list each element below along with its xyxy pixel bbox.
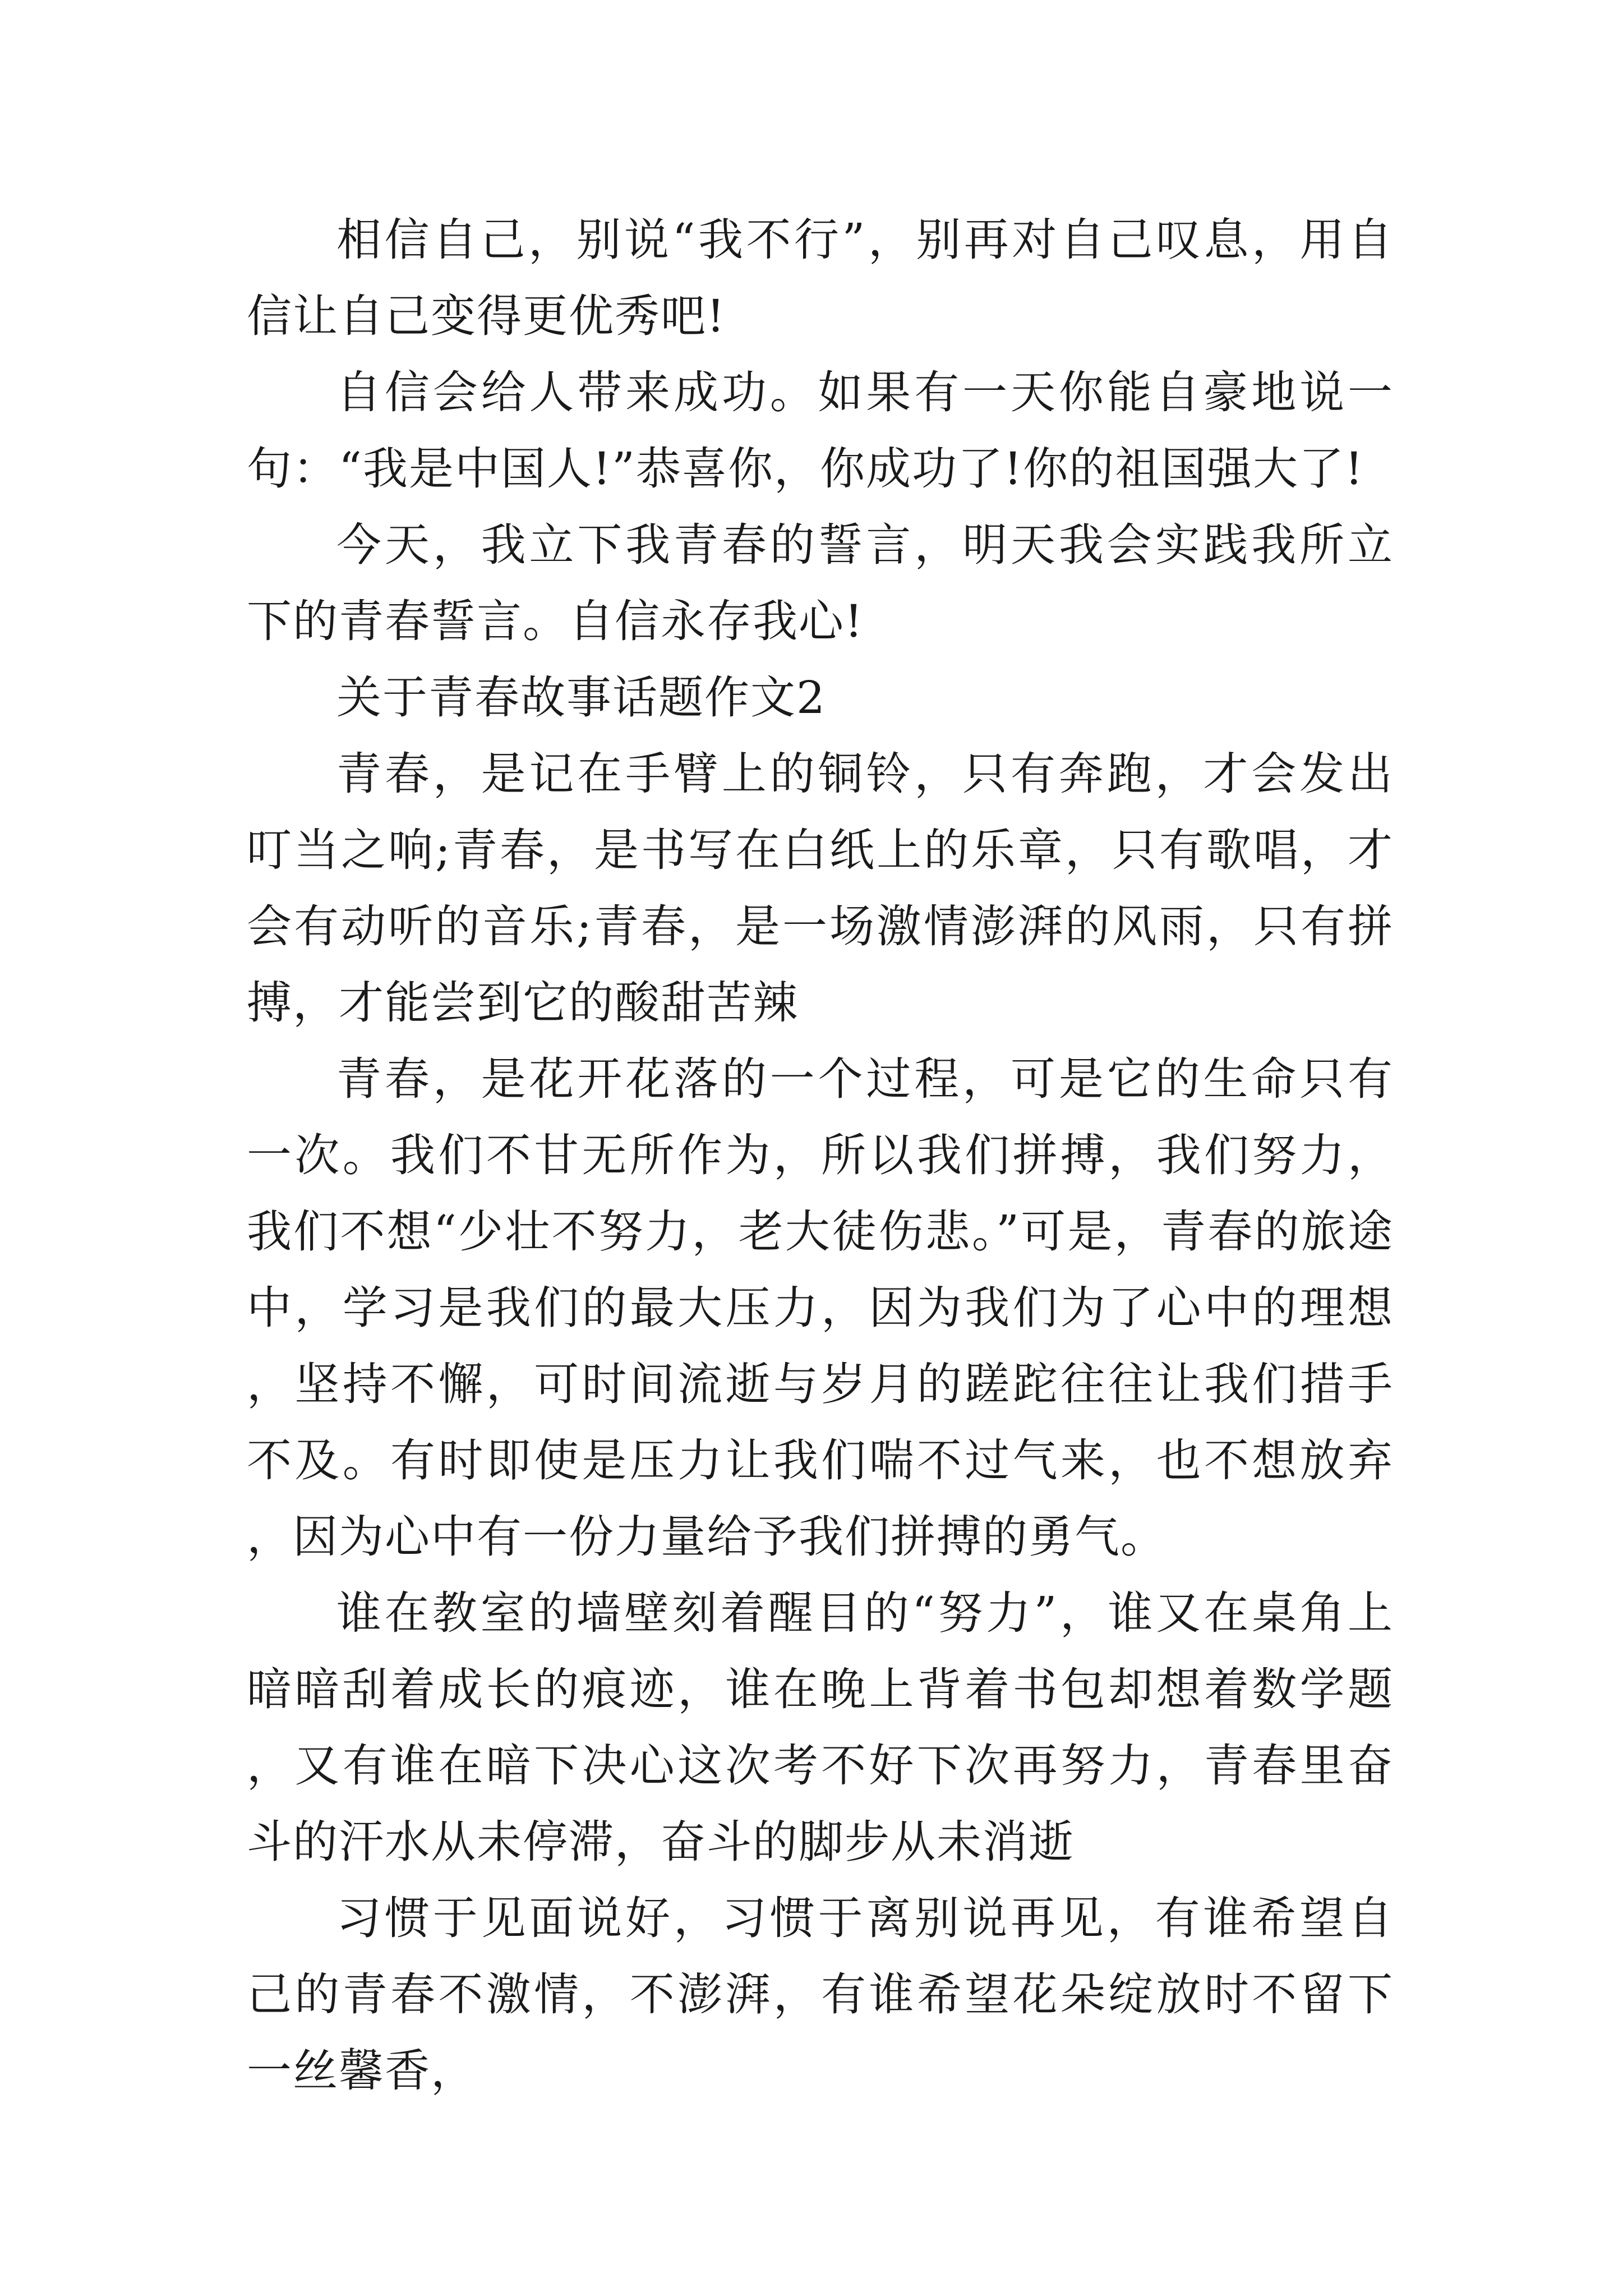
- paragraph: 谁在教室的墙壁刻着醒目的“努力”，谁又在桌角上暗暗刮着成长的痕迹，谁在晚上背着书包却想着数学题，又有谁在暗下决心这次考不好下次再努力，青春里奋斗的汗水从未停滞，奋斗的脚步从未消逝: [247, 1587, 1394, 1868]
- paragraph: 青春，是花开花落的一个过程，可是它的生命只有一次。我们不甘无所作为，所以我们拼搏，我们努力，我们不想“少壮不努力，老大徒伤悲。”可是，青春的旅途中，学习是我们的最大压力，因为我们为了心中的理想，坚持不懈，可时间流逝与岁月的蹉跎往往让我们措手不及。有时即使是压力让我们喘不过气来，也不想放弃，因为心中有一份力量给予我们拼搏的勇气。: [247, 1053, 1394, 1563]
- section-heading: 关于青春故事话题作文2: [336, 671, 826, 724]
- paragraph: 相信自己，别说“我不行”，别再对自己叹息，用自信让自己变得更优秀吧!: [247, 214, 1394, 342]
- paragraph: 青春，是记在手臂上的铜铃，只有奔跑，才会发出叮当之响;青春，是书写在白纸上的乐章，只有歌唱，才会有动听的音乐;青春，是一场激情澎湃的风雨，只有拼搏，才能尝到它的酸甜苦辣: [247, 748, 1394, 1029]
- paragraph: 习惯于见面说好，习惯于离别说再见，有谁希望自己的青春不激情，不澎湃，有谁希望花朵绽放时不留下一丝馨香，: [247, 1892, 1394, 2097]
- paragraph: 自信会给人带来成功。如果有一天你能自豪地说一句：“我是中国人!”恭喜你，你成功了!你的祖国强大了!: [247, 366, 1394, 495]
- document-body: [247, 202, 1394, 2109]
- paragraph: 今天，我立下我青春的誓言，明天我会实践我所立下的青春誓言。自信永存我心!: [247, 519, 1394, 647]
